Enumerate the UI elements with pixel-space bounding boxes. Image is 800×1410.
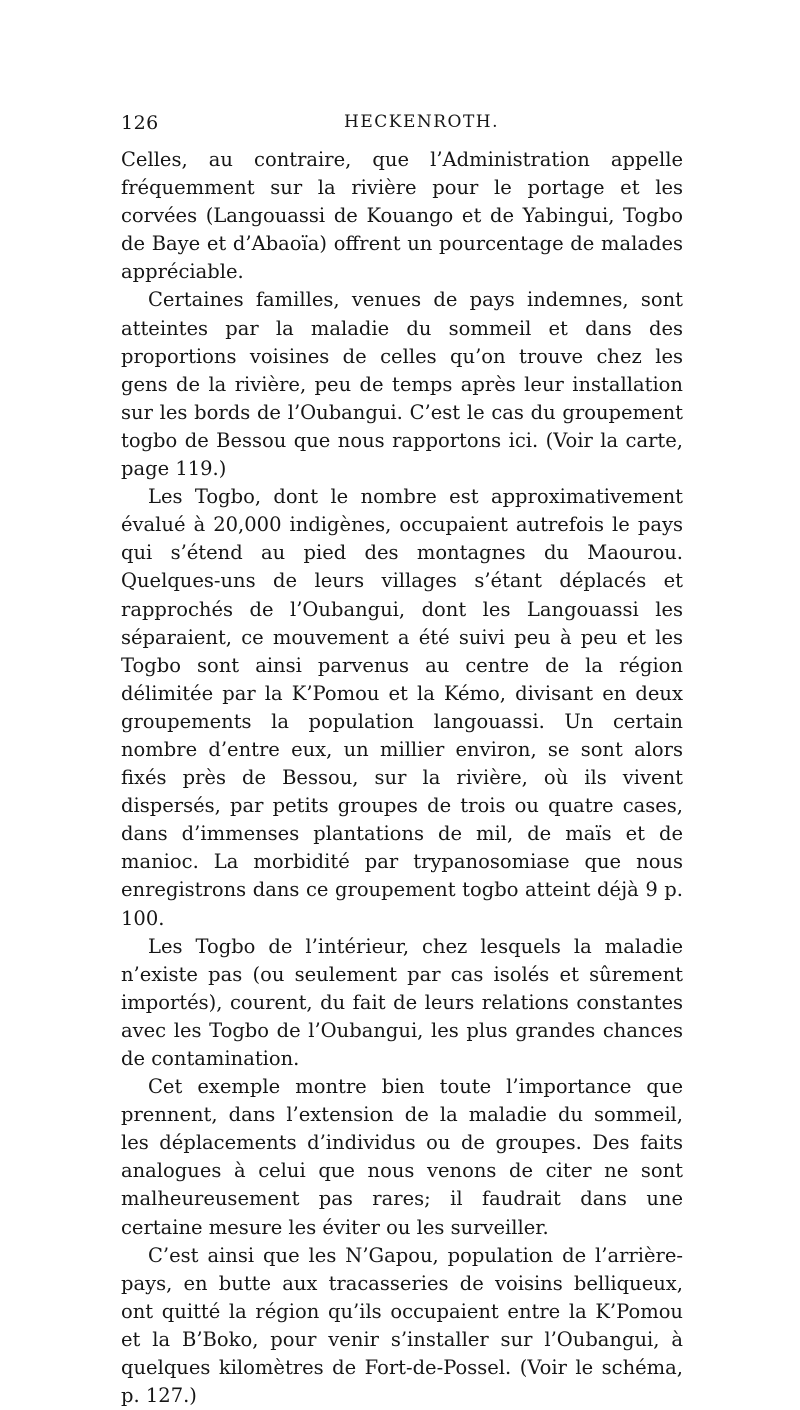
paragraph: Les Togbo de l’intérieur, chez lesquels la maladie n’existe pas (ou seulement par cas isolés et sûrement importés), courent, du fait de leurs relations constantes avec les Togbo de l’Oubangui, les plus grandes chances de contamination. xyxy=(121,934,683,1070)
page-header xyxy=(121,112,681,146)
page-number: 126 xyxy=(121,112,159,134)
body-text xyxy=(121,146,683,1410)
paragraph: C’est ainsi que les N’Gapou, population de l’arrière-pays, en butte aux tracasseries de voisins belliqueux, ont quitté la région qu’ils occupaient entre la K’Pomou et la B’Boko, pour venir s’installer sur l’Oubangui, à quelques kilomètres de Fort-de-Possel. (Voir le schéma, p. 127.) xyxy=(121,1243,683,1408)
running-head: HECKENROTH. xyxy=(344,112,500,132)
paragraph: Cet exemple montre bien toute l’importance que prennent, dans l’extension de la maladie du sommeil, les déplacements d’individus ou de groupes. Des faits analogues à celui que nous venons de citer ne sont malheureusement pas rares; il faudrait dans une certaine mesure les éviter ou les surveiller. xyxy=(121,1075,683,1239)
paragraph: Les Togbo, dont le nombre est approximativement évalué à 20,000 indigènes, occupaient autrefois le pays qui s’étend au pied des montagnes du Maourou. Quelques-uns de leurs villages s’étant déplacés et rapprochés de l’Oubangui, dont les Langouassi les séparaient, ce mouvement a été suivi peu à peu et les Togbo sont ainsi parvenus au centre de la région délimitée par la K’Pomou et la Kémo, divisant en deux groupements la population langouassi. Un certain nombre d’entre eux, un millier environ, se sont alors fixés près de Bessou, sur la rivière, où ils vivent dispersés, par petits groupes de trois ou quatre cases, dans d’immenses plantations de mil, de maïs et de manioc. La morbidité par trypanosomiase que nous enregistrons dans ce groupement togbo atteint déjà 9 p. 100. xyxy=(121,485,683,930)
paragraph: Celles, au contraire, que l’Administration appelle fréquemment sur la rivière pour le portage et les corvées (Langouassi de Kouango et de Yabingui, Togbo de Baye et d’Abaoïa) offrent un pourcentage de malades appréciable. xyxy=(121,148,683,284)
paragraph: Certaines familles, venues de pays indemnes, sont atteintes par la maladie du sommeil et dans des proportions voisines de celles qu’on trouve chez les gens de la rivière, peu de temps après leur installation sur les bords de l’Oubangui. C’est le cas du groupement togbo de Bessou que nous rapportons ici. (Voir la carte, page 119.) xyxy=(121,288,683,481)
